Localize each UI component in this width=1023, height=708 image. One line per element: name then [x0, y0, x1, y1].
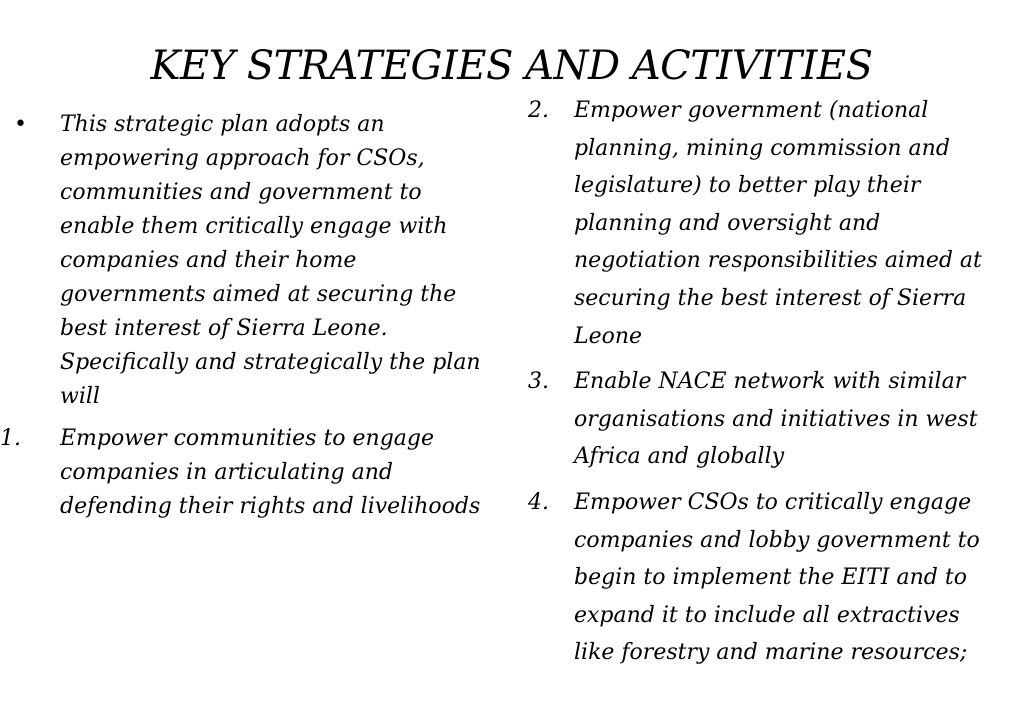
list-item-1-text: Empower communities to engage companies in articulating and defending their rights and livelihoods: [60, 426, 481, 519]
left-column: [0, 108, 494, 524]
list-item-3: [528, 363, 998, 476]
list-item-2-text: Empower government (national planning, mining commission and legislature) to better play their planning and oversight and negotiation responsibilities aimed at securing the best interest of Sierra Leone: [574, 98, 982, 349]
list-item-1: [0, 422, 494, 524]
list-item-4-text: Empower CSOs to critically engage companies and lobby government to begin to implement the EITI and to expand it to include all extractives like forestry and marine resources;: [574, 489, 980, 666]
list-number-1: 1.: [0, 426, 21, 451]
bullet-icon: •: [14, 112, 27, 137]
list-number-4: 4.: [528, 489, 549, 515]
right-column: [528, 92, 998, 680]
slide-title: KEY STRATEGIES AND ACTIVITIES: [150, 43, 873, 89]
intro-text: This strategic plan adopts an empowering approach for CSOs, communities and government to enable them critically engage with companies and their home governments aimed at securing the best interest of Sierra Leone. Specifically and strategically the plan will: [60, 112, 481, 409]
list-number-3: 3.: [528, 369, 549, 395]
list-item-4: [528, 484, 998, 672]
intro-bullet: [14, 108, 494, 414]
list-item-2: [528, 92, 998, 355]
list-item-3-text: Enable NACE network with similar organisations and initiatives in west Africa and globally: [574, 369, 978, 470]
list-number-2: 2.: [528, 98, 549, 123]
